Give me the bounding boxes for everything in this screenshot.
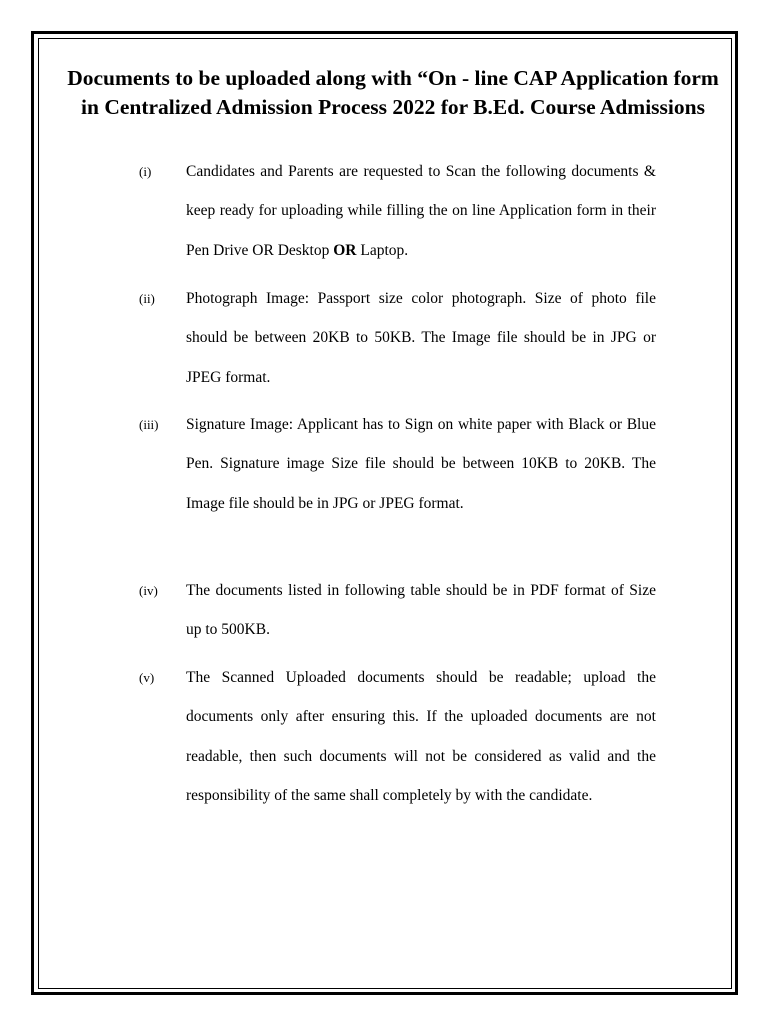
item-number: (ii) (139, 291, 155, 306)
item-text: Photograph Image: Passport size color photograph. Size of photo file should be between 20KB to 50KB. The Image file should be in JPG or JPEG format. (186, 290, 656, 386)
item-number: (v) (139, 670, 155, 685)
document-title: Documents to be uploaded along with “On - line CAP Application form in Centralized Admission Process 2022 for B.Ed. Course Admissions (67, 66, 719, 119)
item-number: (i) (139, 164, 152, 179)
item-text-part: Candidates and Parents are requested to Scan the following documents & keep ready for uploading while filling the on line Application form in their Pen Drive OR Desktop (186, 163, 656, 259)
item-text (186, 152, 656, 270)
item-text: The documents listed in following table should be in PDF format of Size up to 500KB. (186, 582, 656, 639)
item-text: Signature Image: Applicant has to Sign on white paper with Black or Blue Pen. Signature image Size file should be between 10KB to 20KB. The Image file should be in JPG or JPEG format. (186, 416, 656, 512)
item-text-bold: OR (333, 241, 357, 259)
item-text-part: Laptop. (356, 241, 409, 259)
item-number: (iv) (139, 583, 158, 598)
item-number: (iii) (139, 417, 159, 432)
item-text: The Scanned Uploaded documents should be readable; upload the documents only after ensuring this. If the uploaded documents are not readable, then such documents will not be considered as valid and the responsibility of the same shall completely by with the candidate. (186, 669, 656, 804)
